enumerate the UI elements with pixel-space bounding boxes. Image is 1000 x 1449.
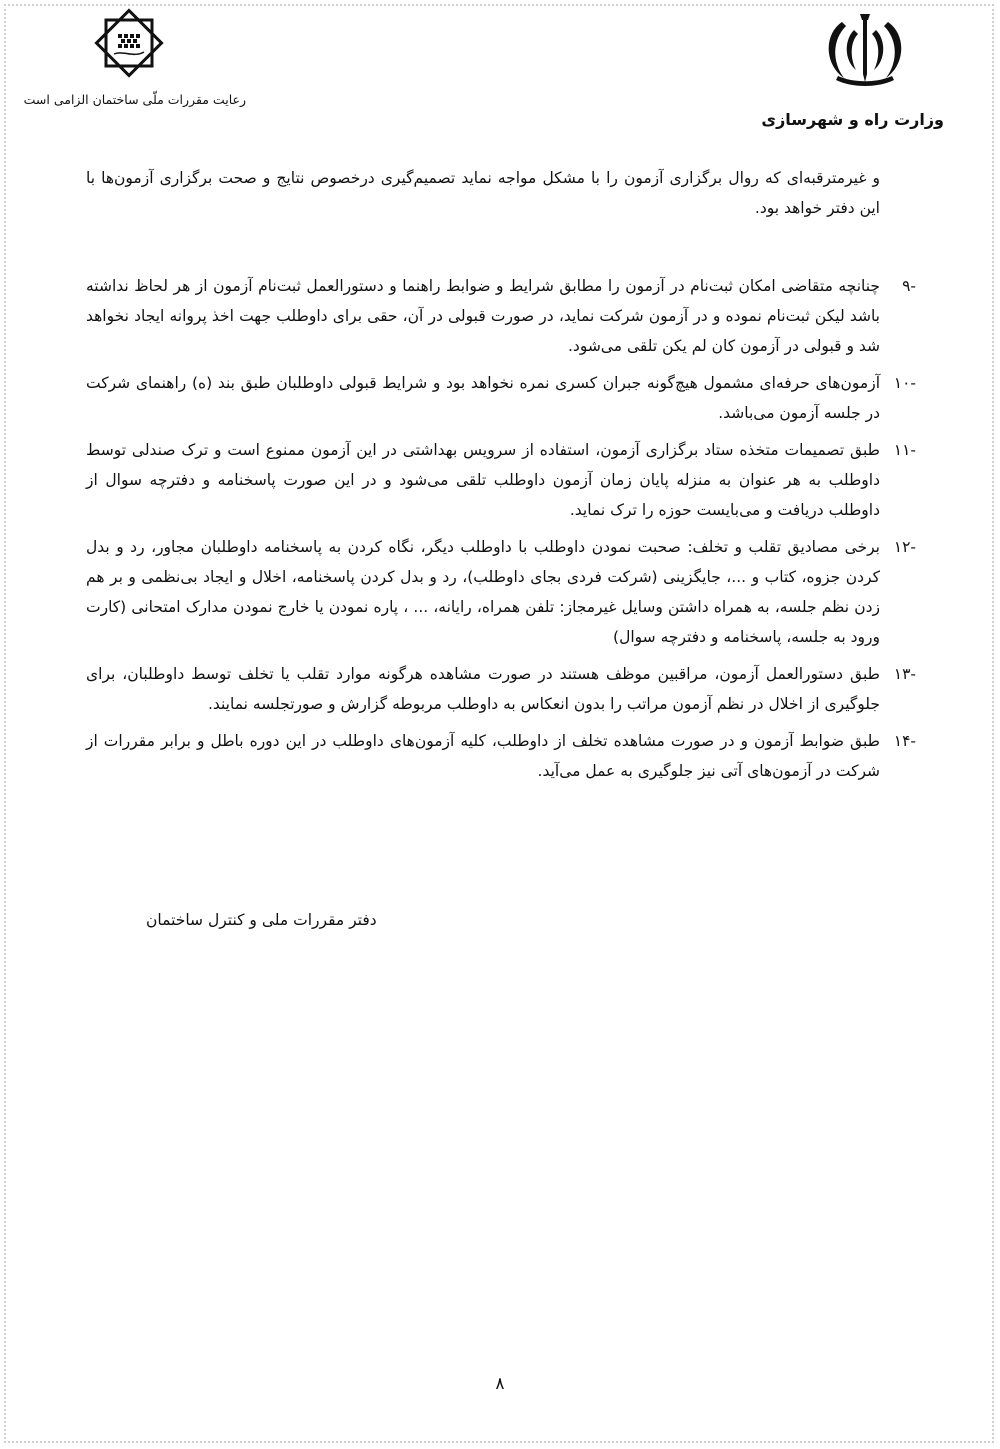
item-number: -۹ bbox=[902, 277, 916, 295]
list-item bbox=[86, 271, 916, 361]
list-item bbox=[86, 435, 916, 525]
item-number: -۱۰ bbox=[893, 374, 916, 392]
list-item bbox=[86, 368, 916, 428]
motto-text: رعایت مقررات ملّی ساختمان الزامی است bbox=[23, 92, 246, 107]
item-number: -۱۳ bbox=[893, 665, 916, 683]
building-regulations-logo-icon bbox=[78, 8, 180, 88]
intro-paragraph: و غیرمترقبه‌ای که روال برگزاری آزمون را با مشکل مواجه نماید تصمیم‌گیری درخصوص نتایج و صحت برگزاری آزمون‌ها با این دفتر خواهد بود. bbox=[86, 169, 880, 217]
item-text: طبق تصمیمات متخذه ستاد برگزاری آزمون، استفاده از سرویس بهداشتی در این آزمون ممنوع است و ترک صندلی توسط داوطلب به هر عنوان به منزله پایان زمان آزمون داوطلب تلقی می‌شود و در این صورت پاسخنامه و دفترچه سوال از داوطلب دریافت و می‌بایست حوزه را ترک نماید. bbox=[86, 441, 880, 519]
document-body bbox=[86, 163, 916, 793]
item-text: برخی مصادیق تقلب و تخلف: صحبت نمودن داوطلب با داوطلب دیگر، نگاه کردن به پاسخنامه داوطلبان مجاور، رد و بدل کردن جزوه، کتاب و ...، جایگزینی (شرکت فردی بجای داوطلب)، رد و بدل کردن پاسخنامه، اخلال و ایجاد بی‌نظمی و بر هم زدن نظم جلسه، به همراه داشتن وسایل غیرمجاز: تلفن همراه، رایانه، ... ، پاره نمودن یا خارج نمودن مدارک امتحانی (کارت ورود به جلسه، پاسخنامه و دفترچه سوال) bbox=[86, 538, 880, 646]
ministry-title: وزارت راه و شهرسازی bbox=[761, 110, 944, 129]
item-number: -۱۲ bbox=[893, 538, 916, 556]
item-text: چنانچه متقاضی امکان ثبت‌نام در آزمون را مطابق شرایط و ضوابط راهنما و دستورالعمل ثبت‌نام آزمون از هر لحاظ نداشته باشد لیکن ثبت‌نام نموده و در آزمون شرکت نماید، در صورت قبولی در آن، حقی برای داوطلب جهت اخذ پروانه ایجاد نخواهد شد و قبولی در آزمون کان لم یکن تلقی می‌شود. bbox=[86, 277, 880, 355]
item-text: طبق ضوابط آزمون و در صورت مشاهده تخلف از داوطلب، کلیه آزمون‌های داوطلب در این دوره باطل و برابر مقررات از شرکت در آزمون‌های آتی نیز جلوگیری به عمل می‌آید. bbox=[86, 732, 880, 780]
item-text: آزمون‌های حرفه‌ای مشمول هیچ‌گونه جبران کسری نمره نخواهد بود و شرایط قبولی داوطلبان طبق بند (ه) راهنمای شرکت در جلسه آزمون می‌باشد. bbox=[86, 374, 880, 422]
list-item bbox=[86, 532, 916, 652]
signature-office: دفتر مقررات ملی و کنترل ساختمان bbox=[146, 911, 377, 929]
list-item bbox=[86, 659, 916, 719]
item-number: -۱۴ bbox=[893, 732, 916, 750]
list-item bbox=[86, 726, 916, 786]
iran-emblem-icon bbox=[822, 12, 908, 90]
page-number: ۸ bbox=[495, 1374, 505, 1394]
item-text: طبق دستورالعمل آزمون، مراقبین موظف هستند در صورت مشاهده هرگونه موارد تقلب یا تخلف توسط داوطلبان، برای جلوگیری از اخلال در نظم آزمون مراتب را بدون انعکاس به داوطلب مربوطه گزارش و صورتجلسه نمایند. bbox=[86, 665, 880, 713]
item-number: -۱۱ bbox=[893, 441, 916, 459]
